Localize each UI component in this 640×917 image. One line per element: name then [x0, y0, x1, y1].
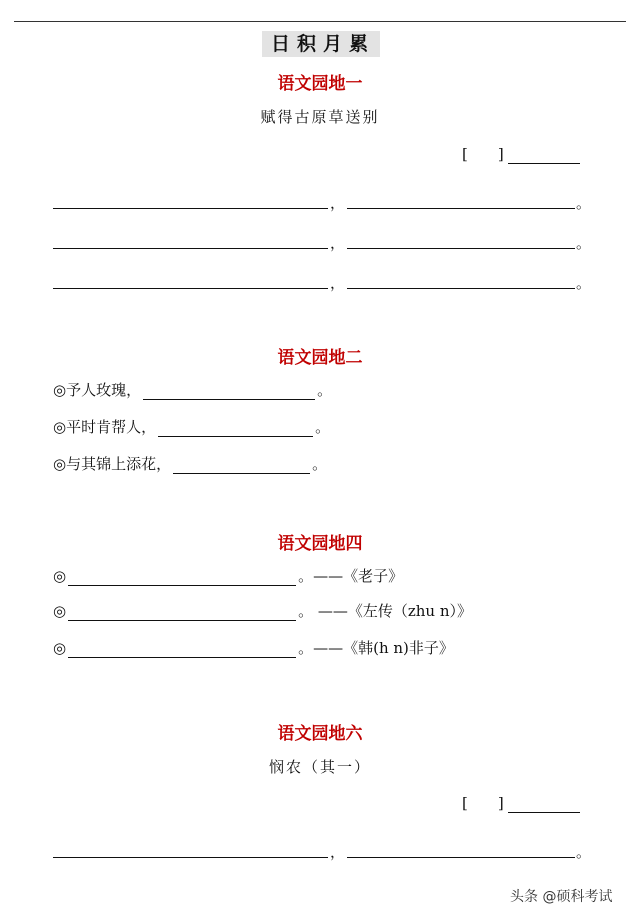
author-blank[interactable] [508, 796, 580, 813]
item-prefix: ◎与其锦上添花， [53, 455, 172, 473]
poem-line-row [53, 842, 593, 862]
fill-blank[interactable] [53, 288, 328, 289]
page-title: 日积月累 [262, 31, 380, 57]
item-end: 。——《老子》 [298, 567, 404, 585]
fill-blank[interactable] [68, 642, 296, 658]
bracket: [ ] [462, 794, 504, 812]
fill-blank[interactable] [158, 421, 313, 437]
fill-blank[interactable] [347, 288, 575, 289]
item-end: 。 ——《左传（zhu n）》 [298, 602, 473, 620]
item-end: 。 [317, 381, 333, 399]
fill-blank[interactable] [347, 208, 575, 209]
poem-line-row [53, 273, 593, 293]
poem-title-1: 赋得古原草送别 [260, 108, 380, 126]
item-prefix: ◎予人玫瑰， [53, 381, 142, 399]
section-heading-6: 语文园地六 [277, 724, 363, 744]
period: 。 [576, 234, 592, 252]
fill-blank[interactable] [68, 605, 296, 621]
section-heading-1: 语文园地一 [277, 74, 363, 94]
watermark: 头条 @硕科考试 [510, 889, 613, 905]
comma: ， [330, 274, 346, 292]
fill-blank[interactable] [53, 248, 328, 249]
comma: ， [330, 234, 346, 252]
comma: ， [330, 194, 346, 212]
item-prefix: ◎ [53, 602, 67, 620]
top-rule [14, 21, 626, 22]
fill-blank[interactable] [53, 208, 328, 209]
item-end: 。——《韩(h n)非子》 [298, 639, 454, 657]
list-item [53, 417, 330, 437]
section-heading-4: 语文园地四 [277, 534, 363, 554]
fill-blank[interactable] [68, 570, 296, 586]
comma: ， [330, 843, 346, 861]
poem-line-row [53, 233, 593, 253]
author-blank[interactable] [508, 147, 580, 164]
fill-blank[interactable] [347, 857, 575, 858]
author-bracket-2 [462, 793, 580, 813]
period: 。 [576, 843, 592, 861]
fill-blank[interactable] [53, 857, 328, 858]
item-end: 。 [315, 418, 331, 436]
list-item [53, 454, 327, 474]
fill-blank[interactable] [173, 458, 310, 474]
list-item [53, 601, 472, 621]
item-prefix: ◎平时肯帮人， [53, 418, 157, 436]
period: 。 [576, 194, 592, 212]
section-heading-2: 语文园地二 [277, 348, 363, 368]
poem-title-2: 悯农（其一） [268, 758, 371, 776]
list-item [53, 566, 403, 586]
fill-blank[interactable] [347, 248, 575, 249]
item-prefix: ◎ [53, 639, 67, 657]
item-prefix: ◎ [53, 567, 67, 585]
bracket: [ ] [462, 145, 504, 163]
author-bracket-1 [462, 144, 580, 164]
period: 。 [576, 274, 592, 292]
fill-blank[interactable] [143, 384, 315, 400]
item-end: 。 [312, 455, 328, 473]
list-item [53, 380, 332, 400]
poem-line-row [53, 193, 593, 213]
list-item [53, 638, 454, 658]
